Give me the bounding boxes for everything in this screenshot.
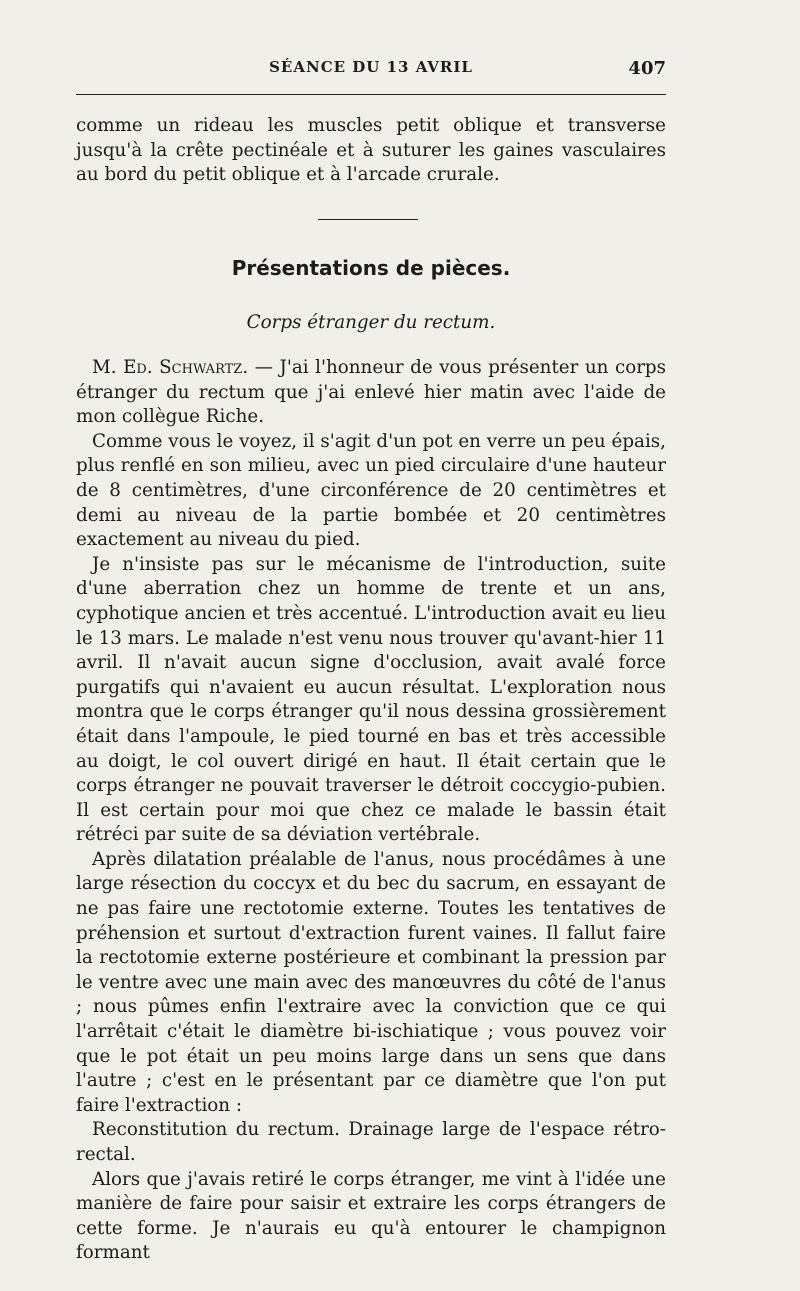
paragraph-3: Je n'insiste pas sur le mécanisme de l'introduction, suite d'une aberration chez un homme de trente et un ans, cyphotique ancien et très accentué. L'introduction avait eu lieu le 13 mars. Le malade n'est venu nous trouver qu'avant-hier 11 avril. Il n'avait aucun signe d'occlusion, avait avalé force purgatifs qui n'avaient eu aucun résultat. L'exploration nous montra que le corps étranger qu'il nous dessina grossièrement était dans l'ampoule, le pied tourné en bas et très accessible au doigt, le col ouvert dirigé en haut. Il était certain que le corps étranger ne pouvait traverser le détroit coccygio-pubien. Il est certain pour moi que chez ce malade le bassin était rétréci par suite de sa déviation vertébrale.: [76, 553, 666, 846]
intro-paragraph: comme un rideau les muscles petit oblique et transverse jusqu'à la crête pectinéale et à suturer les gaines vasculaires au bord du petit oblique et à l'arcade crurale.: [76, 115, 666, 186]
section-title: Présentations de pièces.: [231, 256, 511, 280]
paragraph-1: [76, 356, 666, 430]
paragraph-6: Alors que j'avais retiré le corps étranger, me vint à l'idée une manière de faire pour saisir et extraire les corps étrangers de cette forme. Je n'aurais eu qu'à entourer le champignon formant: [76, 1168, 666, 1264]
intro-paragraph-block: [76, 114, 666, 188]
subsection-title: Corps étranger du rectum.: [246, 312, 496, 333]
paragraph-2: Comme vous le voyez, il s'agit d'un pot en verre un peu épais, plus renflé en son milieu, avec un pied circulaire d'une hauteur de 8 centimètres, d'une circonférence de 20 centimètres et demi au niveau de la partie bombée et 20 centimètres exactement au niveau du pied.: [76, 430, 666, 551]
running-head: [76, 58, 666, 84]
paragraph-4: Après dilatation préalable de l'anus, nous procédâmes à une large résection du coccyx et du bec du sacrum, en essayant de ne pas faire une rectotomie externe. Toutes les tentatives de préhension et surtout d'extraction furent vaines. Il fallut faire la rectotomie externe postérieure et combinant la pression par le ventre avec une main avec des manœuvres du côté de l'anus ; nous pûmes enfin l'extraire avec la conviction que ce qui l'arrêtait c'était le diamètre bi-ischiatique ; vous pouvez voir que le pot était un peu moins large dans un sens que dans l'autre ; c'est en le présentant par ce diamètre que l'on put faire l'extraction :: [76, 848, 666, 1116]
page-number: 407: [628, 58, 666, 79]
body-text: [76, 356, 666, 1266]
speaker-name: Ed. Schwartz.: [123, 357, 249, 378]
section-separator: [318, 219, 418, 220]
paragraph-5: Reconstitution du rectum. Drainage large de l'espace rétro-rectal.: [76, 1119, 666, 1165]
speaker-prefix: M.: [92, 357, 117, 378]
running-head-title: SÉANCE DU 13 AVRIL: [269, 58, 473, 76]
header-rule: [76, 94, 666, 95]
paragraph-1-text: — J'ai l'honneur de vous présenter un corps étranger du rectum que j'ai enlevé hier matin avec l'aide de mon collègue Riche.: [76, 357, 667, 428]
